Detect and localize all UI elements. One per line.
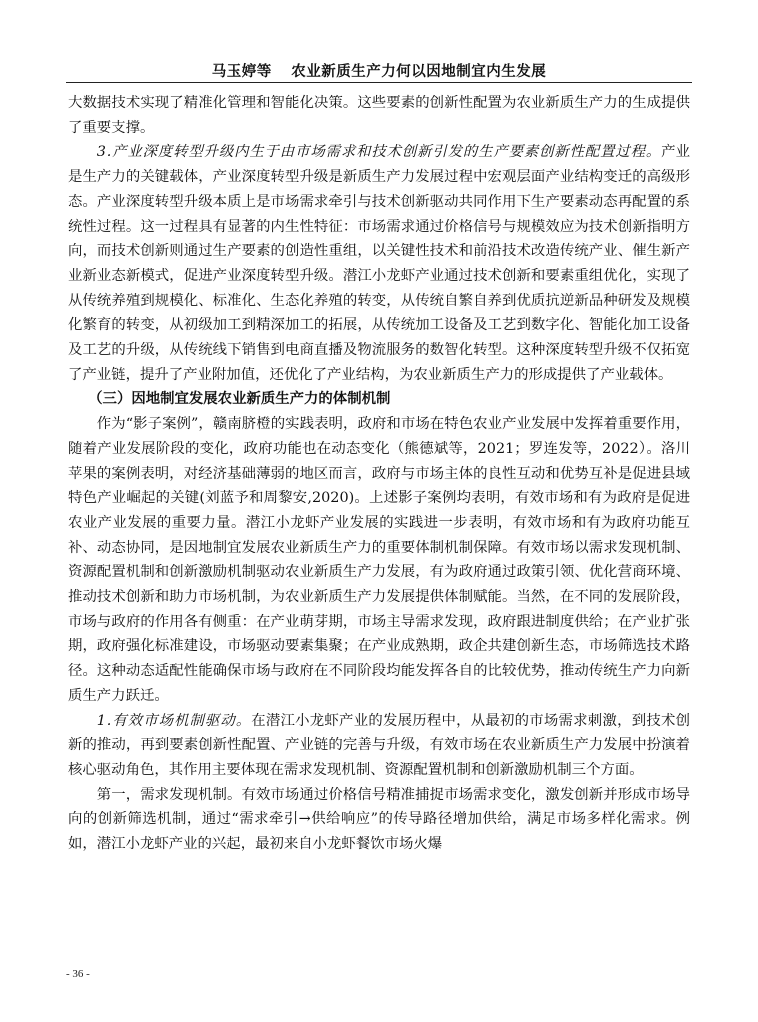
paragraph-industry-upgrade — [68, 140, 690, 387]
run-in-heading-1: 1.有效市场机制驱动。 — [96, 712, 252, 729]
running-header — [0, 60, 758, 81]
paragraph-institutional-mechanism: 作为“影子案例”，赣南脐橙的实践表明，政府和市场在特色农业产业发展中发挥着重要作用，随着产业发展阶段的变化，政府功能也在动态变化（熊德斌等，2021；罗连发等，2022）。洛川苹果的案例表明，对经济基础薄弱的地区而言，政府与市场主体的良性互动和优势互补是促进县域特色产业崛起的关键(刘蓝予和周黎安,2020)。上述影子案例均表明，有效市场和有为政府是促进农业产业发展的重要力量。潜江小龙虾产业发展的实践进一步表明，有效市场和有为政府功能互补、动态协同，是因地制宜发展农业新质生产力的重要体制机制保障。有效市场以需求发现机制、资源配置机制和创新激励机制驱动农业新质生产力发展，有为政府通过政策引领、优化营商环境、推动技术创新和助力市场机制，为农业新质生产力发展提供体制赋能。当然，在不同的发展阶段，市场与政府的作用各有侧重：在产业萌芽期，市场主导需求发现，政府跟进制度供给；在产业扩张期，政府强化标准建设，市场驱动要素集聚；在产业成熟期，政企共建创新生态，市场筛选技术路径。这种动态适配性能确保市场与政府在不同阶段均能发挥各自的比较优势，推动传统生产力向新质生产力跃迁。 — [68, 416, 690, 704]
page-number: - 36 - — [66, 968, 90, 980]
paragraph-continued: 大数据技术实现了精准化管理和智能化决策。这些要素的创新性配置为农业新质生产力的生成提供了重要支撑。 — [68, 95, 690, 136]
paragraph-demand-discovery: 第一，需求发现机制。有效市场通过价格信号精准捕捉市场需求变化，激发创新并形成市场导向的创新筛选机制，通过“需求牵引→供给响应”的传导路径增加供给，满足市场多样化需求。例如，潜江小龙虾产业的兴起，最初来自小龙虾餐饮市场火爆 — [68, 786, 690, 853]
paragraph-market-mechanism — [68, 709, 690, 783]
header-rule — [66, 82, 692, 83]
article-body — [68, 91, 690, 857]
section-heading: （三）因地制宜发展农业新质生产力的体制机制 — [88, 390, 391, 408]
header-title: 农业新质生产力何以因地制宜内生发展 — [291, 63, 547, 80]
paragraph-text: 在潜江小龙虾产业的发展历程中，从最初的市场需求刺激，到技术创新的推动，再到要素创新性配置、产业链的完善与升级，有效市场在农业新质生产力发展中扮演着核心驱动角色，其作用主要体现在需求发现机制、资源配置机制和创新激励机制三个方面。 — [68, 712, 690, 778]
header-author: 马玉婷等 — [211, 63, 272, 80]
run-in-heading-3: 3.产业深度转型升级内生于由市场需求和技术创新引发的生产要素创新性配置过程。 — [96, 144, 662, 161]
paragraph-text: 产业是生产力的关键载体，产业深度转型升级是新质生产力发展过程中宏观层面产业结构变迁的高级形态。产业深度转型升级本质上是市场需求牵引与技术创新驱动共同作用下生产要素动态再配置的系统性过程。这一过程具有显著的内生性特征：市场需求通过价格信号与规模效应为技术创新指明方向，而技术创新则通过生产要素的创造性重组，以关键性技术和前沿技术改造传统产业、催生新产业新业态新模式，促进产业深度转型升级。潜江小龙虾产业通过技术创新和要素重组优化，实现了从传统养殖到规模化、标准化、生态化养殖的转变，从传统自繁自养到优质抗逆新品种研发及规模化繁育的转变，从初级加工到精深加工的拓展，从传统加工设备及工艺到数字化、智能化加工设备及工艺的升级，从传统线下销售到电商直播及物流服务的数智化转型。这种深度转型升级不仅拓宽了产业链，提升了产业附加值，还优化了产业结构，为农业新质生产力的形成提供了产业载体。 — [68, 144, 690, 383]
